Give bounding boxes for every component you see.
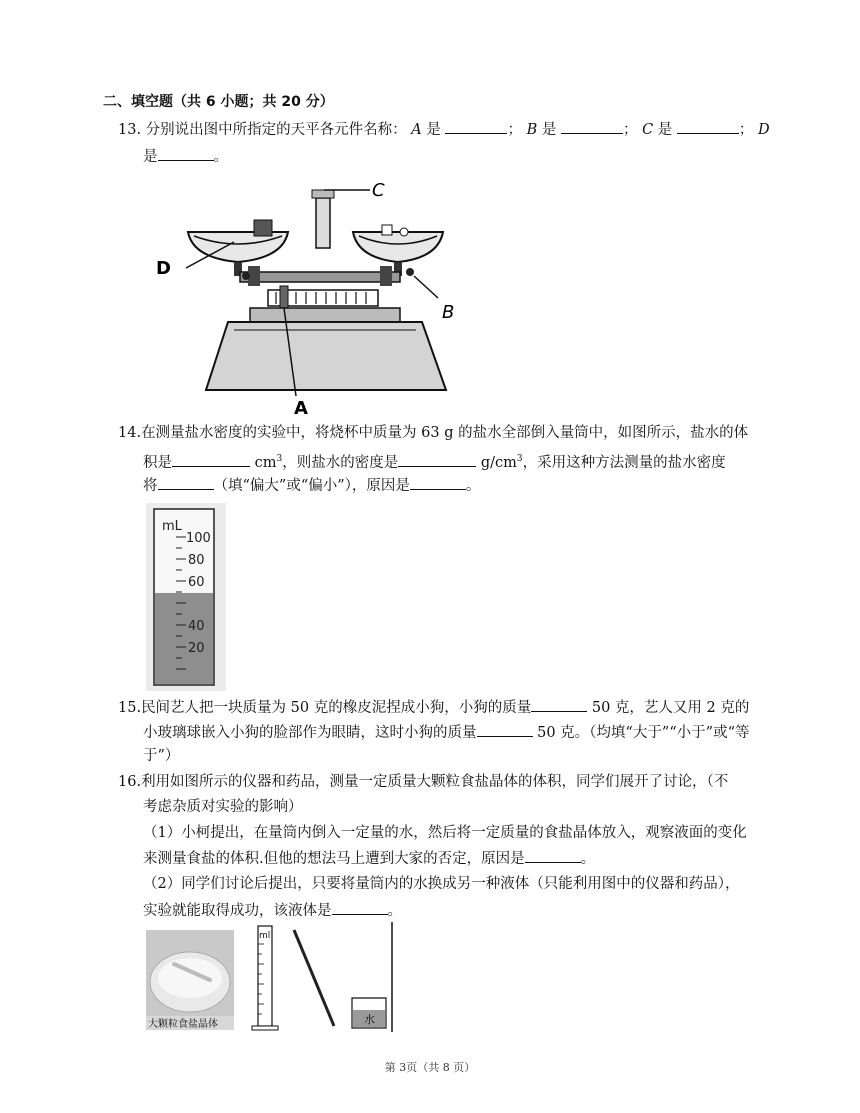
salt-crystal-photo (146, 930, 234, 1030)
cylinder-tick-label: 100 (186, 531, 211, 546)
measuring-cylinder (252, 926, 278, 1030)
question-14-line-1: 14.在测量盐水密度的实验中，将烧杯中质量为 63 g 的盐水全部倒入量筒中，如图所示，盐水的体 (118, 425, 749, 441)
cylinder-tick-label: 20 (188, 641, 205, 656)
question-15-line-2: 小玻璃球嵌入小狗的脸部作为眼睛，这时小狗的质量 50 克。（均填“大于”“小于”或“等 (143, 722, 749, 743)
salt-photo-caption: 大颗粒食盐晶体 (148, 1019, 218, 1030)
cylinder-unit: mL (162, 519, 182, 534)
answer-blank[interactable] (158, 475, 214, 490)
section-title: 二、填空题（共 6 小题；共 20 分） (103, 94, 334, 110)
question-number: 16. (118, 774, 142, 790)
balance-label-b: B (442, 302, 455, 323)
glass-rod (294, 930, 334, 1026)
answer-blank[interactable] (525, 848, 581, 863)
cylinder-label: ml (259, 931, 271, 941)
answer-blank[interactable] (445, 119, 507, 134)
answer-blank[interactable] (398, 452, 476, 467)
question-16-line-1: 16.利用如图所示的仪器和药品，测量一定质量大颗粒食盐晶体的体积，同学们展开了讨论，（不 (118, 774, 729, 790)
question-16-line-3: （1）小柯提出，在量筒内倒入一定量的水，然后将一定质量的食盐晶体放入，观察液面的变化 (143, 825, 747, 841)
question-number: 13. (118, 122, 142, 138)
balance-figure (148, 180, 468, 420)
answer-blank[interactable] (332, 900, 388, 915)
question-number: 14. (118, 425, 142, 441)
apparatus-figure (144, 922, 394, 1032)
balance-label-d: D (156, 258, 171, 279)
cylinder-tick-label: 80 (188, 553, 205, 568)
answer-blank[interactable] (410, 475, 466, 490)
question-15-line-1: 15.民间艺人把一块质量为 50 克的橡皮泥捏成小狗，小狗的质量 50 克，艺人又用 2 克的 (118, 697, 749, 718)
question-16-line-2: 考虑杂质对实验的影响） (143, 799, 303, 815)
balance-label-c: C (372, 180, 385, 201)
answer-blank[interactable] (172, 452, 250, 467)
answer-blank[interactable] (531, 697, 587, 712)
question-13-line-1: 13. 分别说出图中所指定的天平各元件名称： A 是 ； B 是 ； C 是 ； D (118, 119, 770, 140)
question-16-line-5: （2）同学们讨论后提出，只要将量筒内的水换成另一种液体（只能利用图中的仪器和药品）， (143, 876, 740, 892)
water-beaker (352, 998, 386, 1028)
balance-label-a: A (294, 398, 308, 419)
question-14-line-3: 将 （填“偏大”或“偏小”），原因是 。 (143, 475, 480, 496)
question-16-line-4: 来测量食盐的体积.但他的想法马上遭到大家的否定，原因是 。 (143, 848, 595, 869)
answer-blank[interactable] (677, 119, 739, 134)
question-14-line-2: 积是 $cm^3$，则盐水的密度是 $g/cm^3$，采用这种方法测量的盐水密度 (143, 454, 726, 471)
answer-blank[interactable] (477, 722, 533, 737)
graduated-cylinder-figure (146, 503, 226, 691)
question-number: 15. (118, 700, 142, 716)
answer-blank[interactable] (561, 119, 623, 134)
cylinder-tick-label: 40 (188, 619, 205, 634)
beaker-label: 水 (364, 1013, 375, 1026)
question-13-line-2: 是 。 (143, 146, 228, 167)
question-16-line-6: 实验就能取得成功，该液体是 。 (143, 900, 402, 921)
answer-blank[interactable] (158, 146, 214, 161)
question-15-line-3: 于”） (143, 748, 180, 764)
page-footer: 第 3页（共 8 页） (384, 1061, 476, 1074)
cylinder-tick-label: 60 (188, 575, 205, 590)
